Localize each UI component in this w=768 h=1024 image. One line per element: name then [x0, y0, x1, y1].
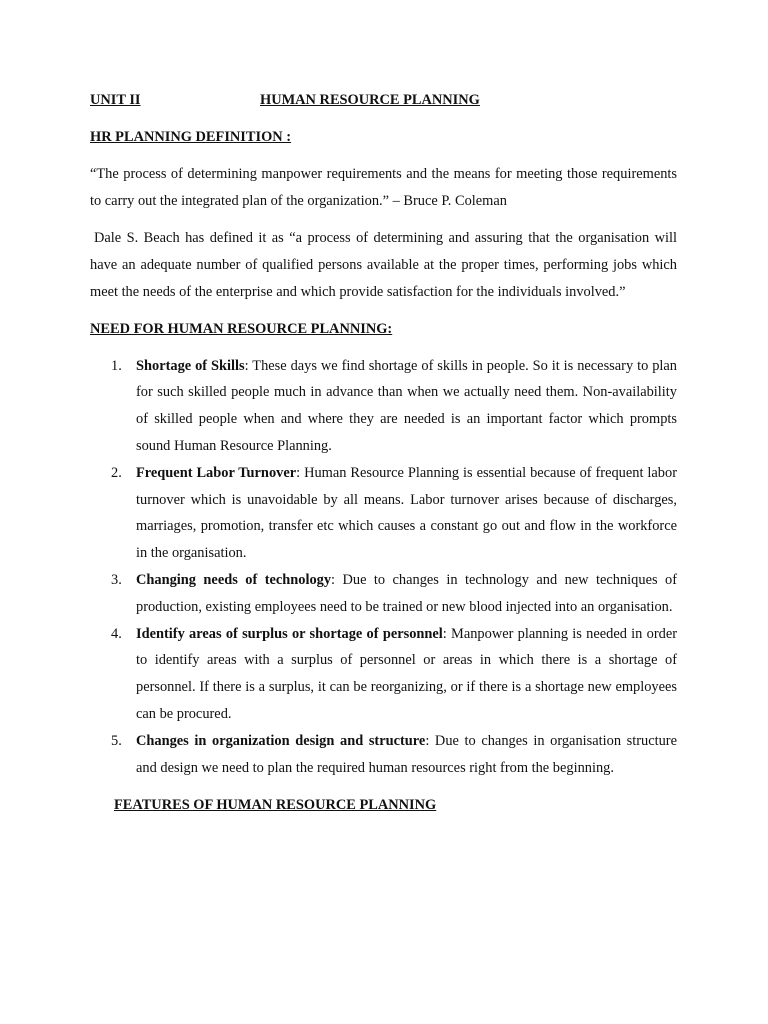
features-heading: FEATURES OF HUMAN RESOURCE PLANNING — [114, 797, 437, 814]
item-text: : Due to changes in technology and new techniques of production, existing employees need to be trained or new blood injected into an organisation. — [136, 571, 677, 615]
item-term: Identify areas of surplus or shortage of personnel — [136, 625, 443, 642]
item-term: Changes in organization design and structure — [136, 732, 426, 749]
list-item — [90, 353, 677, 460]
item-text: : These days we find shortage of skills in people. So it is necessary to plan for such skilled people much in advance than when we actually need them. Non-availability of skilled people when and where they are needed is an important factor which prompts sound Human Resource Planning. — [136, 357, 677, 454]
list-item — [90, 460, 677, 567]
item-number: 4. — [111, 625, 122, 642]
item-text: : Human Resource Planning is essential because of frequent labor turnover which is unavoidable by all means. Labor turnover arises because of discharges, marriages, promotion, transfer etc which causes a constant go out and flow in the workforce in the organisation. — [136, 464, 677, 562]
item-number: 5. — [111, 732, 122, 749]
item-term: Shortage of Skills — [136, 357, 245, 374]
list-item — [90, 728, 677, 782]
item-number: 2. — [111, 464, 122, 481]
item-number: 1. — [111, 357, 122, 374]
definition-heading: HR PLANNING DEFINITION : — [90, 129, 292, 145]
list-item — [90, 621, 677, 728]
item-text: : Manpower planning is needed in order to identify areas with a surplus of personnel or areas in which there is a shortage of personnel. If there is a surplus, it can be reorganizing, or if there is a shortage new employees can be procured. — [136, 625, 677, 722]
need-list — [90, 353, 677, 782]
item-term: Changing needs of technology — [136, 571, 332, 588]
list-item — [90, 567, 677, 621]
coleman-definition: “The process of determining manpower requirements and the means for meeting those requirements to carry out the integrated plan of the organization.” – Bruce P. Coleman — [90, 165, 677, 209]
unit-title: HUMAN RESOURCE PLANNING — [260, 92, 480, 108]
item-text: : Due to changes in organisation structure and design we need to plan the required human resources right from the beginning. — [136, 732, 677, 776]
unit-label: UNIT II — [90, 92, 141, 108]
need-heading: NEED FOR HUMAN RESOURCE PLANNING: — [90, 320, 393, 337]
item-term: Frequent Labor Turnover — [136, 464, 297, 481]
beach-definition: Dale S. Beach has defined it as “a process of determining and assuring that the organisation will have an adequate number of qualified persons available at the proper times, performing jobs which meet the needs of the enterprise and which provide satisfaction for the individuals involved.” — [90, 230, 677, 300]
unit-title-line — [90, 87, 677, 113]
item-number: 3. — [111, 571, 122, 588]
